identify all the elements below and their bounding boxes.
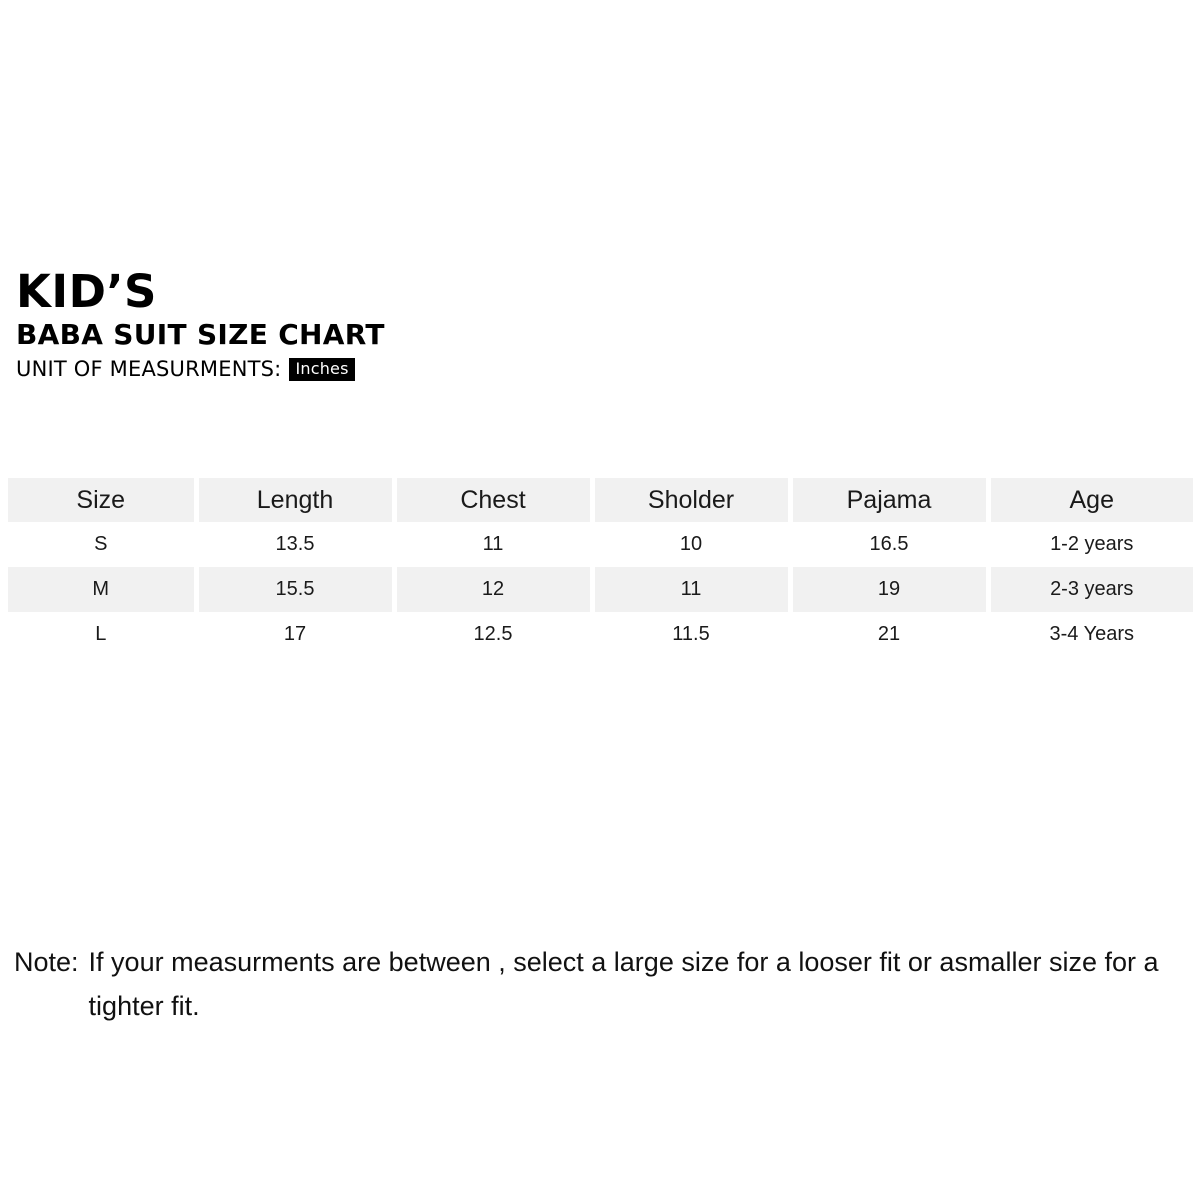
cell-pajama: 21 xyxy=(790,612,988,657)
cell-length: 17 xyxy=(196,612,394,657)
note-text: If your measurments are between , select a large size for a looser fit or asmaller size for a tighter fit. xyxy=(88,947,1159,1021)
column-header-chest: Chest xyxy=(394,478,592,522)
cell-chest: 11 xyxy=(394,522,592,567)
cell-size: L xyxy=(8,612,196,657)
cell-age: 1-2 years xyxy=(988,522,1193,567)
size-chart-table-wrapper xyxy=(8,478,1193,657)
cell-sholder: 10 xyxy=(592,522,790,567)
cell-age: 3-4 Years xyxy=(988,612,1193,657)
note-label: Note: xyxy=(14,947,79,977)
page-title: KID’S xyxy=(16,265,157,318)
note-block xyxy=(14,940,1186,1028)
table-row xyxy=(8,567,1193,612)
title-block xyxy=(16,265,385,381)
cell-size: S xyxy=(8,522,196,567)
cell-pajama: 16.5 xyxy=(790,522,988,567)
column-header-length: Length xyxy=(196,478,394,522)
cell-sholder: 11 xyxy=(592,567,790,612)
table-row xyxy=(8,522,1193,567)
cell-sholder: 11.5 xyxy=(592,612,790,657)
unit-label: UNIT OF MEASURMENTS: xyxy=(16,357,282,381)
cell-chest: 12 xyxy=(394,567,592,612)
size-chart-table xyxy=(8,478,1193,657)
unit-of-measurement xyxy=(16,357,385,381)
cell-age: 2-3 years xyxy=(988,567,1193,612)
cell-length: 13.5 xyxy=(196,522,394,567)
column-header-age: Age xyxy=(988,478,1193,522)
cell-pajama: 19 xyxy=(790,567,988,612)
page-subtitle: BABA SUIT SIZE CHART xyxy=(16,318,385,351)
column-header-sholder: Sholder xyxy=(592,478,790,522)
cell-size: M xyxy=(8,567,196,612)
cell-chest: 12.5 xyxy=(394,612,592,657)
column-header-pajama: Pajama xyxy=(790,478,988,522)
unit-badge: Inches xyxy=(289,358,354,381)
column-header-size: Size xyxy=(8,478,196,522)
table-header-row xyxy=(8,478,1193,522)
table-row xyxy=(8,612,1193,657)
cell-length: 15.5 xyxy=(196,567,394,612)
